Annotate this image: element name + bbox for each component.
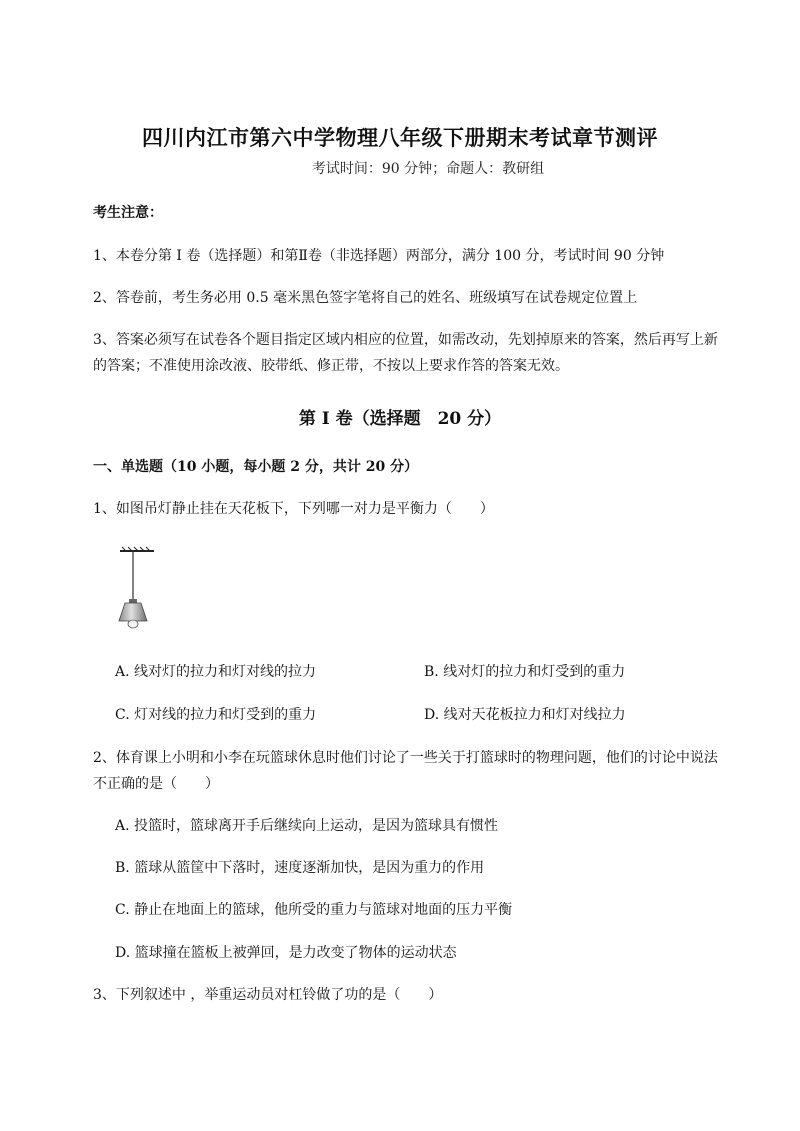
notice-item-2: 2、答卷前，考生务必用 0.5 毫米黑色签字笔将自己的姓名、班级填写在试卷规定位置上 — [93, 290, 638, 306]
notice-heading: 考生注意： — [93, 205, 163, 221]
question-2-stem-cont: 不正确的是（ ） — [93, 776, 219, 792]
lamp-shade — [119, 603, 147, 621]
page-title: 四川内江市第六中学物理八年级下册期末考试章节测评 — [142, 125, 658, 150]
question-1-option-a[interactable]: A. 线对灯的拉力和灯对线的拉力 — [115, 664, 317, 680]
question-1-stem: 1、如图吊灯静止挂在天花板下，下列哪一对力是平衡力（ ） — [93, 501, 494, 517]
section-title: 第 I 卷（选择题 20 分） — [298, 409, 502, 429]
ceiling-hatch — [120, 547, 154, 551]
lamp-bulb — [128, 620, 138, 628]
question-2-option-a[interactable]: A. 投篮时，篮球离开手后继续向上运动，是因为篮球具有惯性 — [115, 818, 499, 834]
question-1-option-d[interactable]: D. 线对天花板拉力和灯对线拉力 — [424, 707, 626, 723]
question-2-option-c[interactable]: C. 静止在地面上的篮球，他所受的重力与篮球对地面的压力平衡 — [115, 902, 513, 918]
lamp-socket — [129, 599, 137, 603]
notice-item-1: 1、本卷分第 I 卷（选择题）和第Ⅱ卷（非选择题）两部分，满分 100 分，考试时间 90 分钟 — [93, 248, 665, 264]
question-2-option-d[interactable]: D. 篮球撞在篮板上被弹回，是力改变了物体的运动状态 — [115, 945, 457, 961]
notice-item-3: 3、答案必须写在试卷各个题目指定区域内相应的位置，如需改动，先划掉原来的答案，然后再写上新 — [93, 332, 718, 348]
question-3-stem: 3、下列叙述中 ，举重运动员对杠铃做了功的是（ ） — [93, 987, 443, 1003]
part-heading: 一、单选题（10 小题，每小题 2 分，共计 20 分） — [93, 459, 419, 475]
notice-item-3-cont: 的答案；不准使用涂改液、胶带纸、修正带，不按以上要求作答的答案无效。 — [93, 358, 569, 374]
question-2-option-b[interactable]: B. 篮球从篮筐中下落时，速度逐渐加快，是因为重力的作用 — [115, 860, 485, 876]
question-2-stem: 2、体育课上小明和小李在玩篮球休息时他们讨论了一些关于打篮球时的物理问题，他们的讨论中说法 — [93, 750, 718, 766]
question-1-option-b[interactable]: B. 线对灯的拉力和灯受到的重力 — [424, 664, 626, 680]
exam-subtitle: 考试时间：90 分钟；命题人：教研组 — [311, 161, 545, 177]
question-1-option-c[interactable]: C. 灯对线的拉力和灯受到的重力 — [115, 707, 317, 723]
pendant-lamp-figure — [112, 545, 162, 635]
